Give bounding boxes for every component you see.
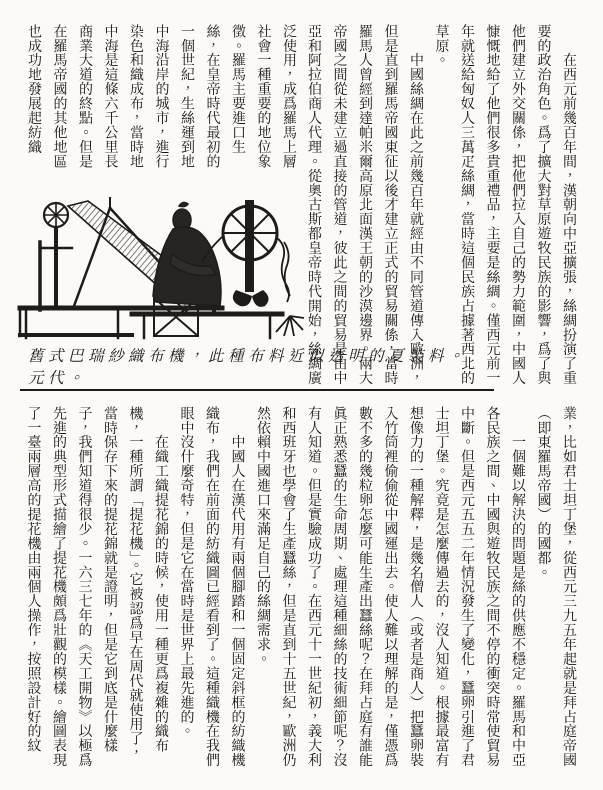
- text-column: 泛使用，成爲羅馬上層: [281, 24, 296, 169]
- text-column: 染色和織成布，當時地: [128, 24, 143, 169]
- text-column: （即東羅馬帝國）的國都。: [535, 406, 551, 580]
- text-column: 入竹筒裡偷偷從中國運出去。使人難以理解的是，僅憑爲: [382, 406, 398, 768]
- loom-woodcut-image: [14, 186, 306, 342]
- text-column: 和西班牙也學會了生產蠶絲，但是直到十五世紀，歐洲仍: [280, 406, 296, 768]
- text-column: 想像力的一種解釋，是幾名僧人（或者是商人）把蠶卵裝: [408, 406, 423, 768]
- text-column: 但是直到羅馬帝國東征以後才建立正式的貿易關係，當時: [382, 24, 398, 386]
- text-column: 慷慨地給了他們很多貴重禮品，主要是絲綢。僅西元前一: [484, 24, 500, 386]
- text-column: 絲，在皇帝時代最初的: [204, 24, 220, 169]
- text-column: 一個難以解決的問題是絲的供應不穩定。羅馬和中亞: [510, 406, 525, 768]
- text-column: 當時保存下來的提花錦就是證明，但是它到底是什麼樣: [102, 406, 117, 753]
- text-column: 各民族之間、中國與遊牧民族之間不停的衝突時常使貿易: [484, 406, 500, 768]
- text-column: 徵。羅馬主要進口生: [230, 24, 245, 155]
- section-divider: [20, 389, 494, 391]
- text-column: 要的政治角色。爲了擴大對草原遊牧民族的影響，爲了與: [535, 24, 551, 386]
- text-column: 羅馬人曾經到達帕米爾高原北面漢王朝的沙漠邊界。兩大: [357, 24, 372, 386]
- figure-caption-line-1: 舊式巴瑞紗織布機，此種布料近似透明的夏裝料。: [28, 348, 469, 365]
- text-column: 社會一種重要的地位象: [255, 24, 271, 169]
- text-column: 帝國之間從未建立過直接的管道，彼此之間的貿易是由中: [331, 24, 347, 386]
- text-column: 他們建立外交關係，把他們拉入自己的勢力範圍，中國人: [510, 24, 525, 386]
- text-column: 商業大道的終點。但是: [77, 24, 92, 169]
- figure-caption: [28, 346, 528, 389]
- text-column: 業，比如君士坦丁堡，從西元三九五年起就是拜占庭帝國: [561, 406, 576, 768]
- text-column: 數不多的幾粒卵怎麼可能生產出蠶絲呢？在拜占庭有誰能: [357, 406, 372, 768]
- text-column: 了一臺兩層高的提花機由兩個人操作，按照設計好的紋: [25, 406, 41, 753]
- text-column: 機，一種所謂「提花機」。它被認爲早在周代就使用了，: [127, 406, 143, 761]
- text-column: 先進的典型形式描繪了提花機頗爲壯觀的模樣。繪圖表現: [51, 406, 66, 768]
- text-column: 在羅馬帝國的其他地區: [51, 24, 67, 169]
- text-column: 中海沿岸的城市，進行: [153, 24, 169, 169]
- text-column: 中斷。但是西元五五二年情況發生了變化，蠶卵引進了君: [459, 406, 474, 768]
- text-column: 然依賴中國進口來滿足自己的絲綢需求。: [255, 406, 270, 667]
- text-column: 中海是這條六千公里長: [102, 24, 118, 169]
- top-text-block-right: [300, 24, 581, 388]
- top-text-block-left: [20, 24, 301, 176]
- text-column: 亞和阿拉伯商人代理。從奧古斯都皇帝時代開始，絲綢廣: [306, 24, 321, 386]
- text-column: 也成功地發展起紡織: [26, 24, 41, 155]
- text-column: 織布，我們在前面的紡織圖已經看到了。這種織機在我們: [204, 406, 219, 768]
- text-column: 子，我們知道得很少。一六三七年的《天工開物》以極爲: [76, 406, 92, 768]
- loom-illustration: [14, 186, 306, 342]
- text-column: 年就送給匈奴人三萬疋絲綢，當時這個民族占據著西北的: [459, 24, 474, 386]
- text-column: 有人知道。但是實驗成功了。在西元十一世紀初，義大利: [306, 406, 321, 768]
- bottom-text-block: [20, 406, 581, 772]
- text-column: 中國絲綢在此之前幾百年就經由不同管道傳入歐洲，: [408, 24, 423, 386]
- text-column: 眼中沒什麼奇特，但是它在當時是世界上最先進的。: [178, 406, 194, 739]
- figure-caption-line-2: 元代。: [28, 369, 89, 387]
- text-column: 眞正熟悉蠶的生命周期、處理這種細絲的技術細節呢？沒: [331, 406, 347, 768]
- text-column: 草原。: [433, 24, 449, 68]
- text-column: 一個世紀，生絲運到地: [179, 24, 194, 169]
- text-column: 在織工織提花錦的時候，使用一種更爲複雜的織布: [153, 406, 168, 753]
- text-column: 士坦丁堡。究竟是怎麼傳過去的，沒人知道。根據最富有: [433, 406, 449, 768]
- text-column: 在西元前幾百年間，漢朝向中亞擴張，絲綢扮演了重: [561, 24, 576, 386]
- text-column: 中國人在漢代用有兩個腳踏和一個固定斜框的紡織機: [229, 406, 245, 768]
